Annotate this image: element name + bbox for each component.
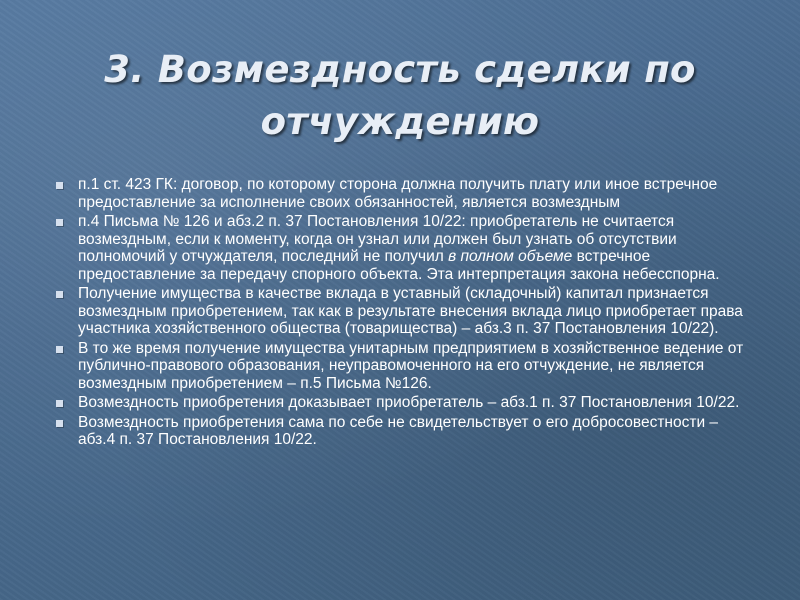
list-item bbox=[52, 340, 752, 393]
slide-title: 3. Возмездность сделки по отчуждению bbox=[104, 48, 696, 143]
list-item bbox=[52, 414, 752, 449]
square-bullet-icon bbox=[56, 219, 63, 226]
square-bullet-icon bbox=[56, 182, 63, 189]
bullet-text: Возмездность приобретения доказывает приобретатель – абз.1 п. 37 Постановления 10/22. bbox=[78, 394, 740, 411]
bullet-text-italic: в полном объеме bbox=[448, 248, 573, 265]
square-bullet-icon bbox=[56, 291, 63, 298]
bullet-text: п.1 ст. 423 ГК: договор, по которому сторона должна получить плату или иное встречное предоставление за исполнение своих обязанностей, является возмездным bbox=[78, 176, 718, 211]
list-item bbox=[52, 394, 752, 412]
bullet-text bbox=[78, 213, 720, 283]
square-bullet-icon bbox=[56, 346, 63, 353]
bullet-text: Получение имущества в качестве вклада в уставный (складочный) капитал признается возмездным приобретением, так как в результате внесения вклада лицо приобретает права участника хозяйственного общества (товарищества) – абз.3 п. 37 Постановления 10/22). bbox=[78, 285, 743, 337]
square-bullet-icon bbox=[56, 400, 63, 407]
bullet-list bbox=[52, 176, 752, 451]
bullet-text: Возмездность приобретения сама по себе не свидетельствует о его добросовестности – абз.4 п. 37 Постановления 10/22. bbox=[78, 413, 719, 448]
bullet-text-part: п.4 Письма № 126 и абз.2 п. 37 Постановления 10/22: приобретатель не считается возмездным, если к моменту, когда он узнал или должен был узнать об отсутствии полномочий у отчуждателя, последний не получил bbox=[78, 213, 677, 265]
square-bullet-icon bbox=[56, 420, 63, 427]
list-item bbox=[52, 285, 752, 338]
list-item bbox=[52, 213, 752, 283]
bullet-text: В то же время получение имущества унитарным предприятием в хозяйственное ведение от публично-правового образования, неуправомоченного на его отчуждение, не является возмездным приобретением – п.5 Письма №126. bbox=[78, 339, 744, 392]
bullet-text-part: встречное предоставление за передачу спорного объекта. Эта интерпретация закона небесспорна. bbox=[78, 248, 720, 283]
list-item bbox=[52, 176, 752, 211]
